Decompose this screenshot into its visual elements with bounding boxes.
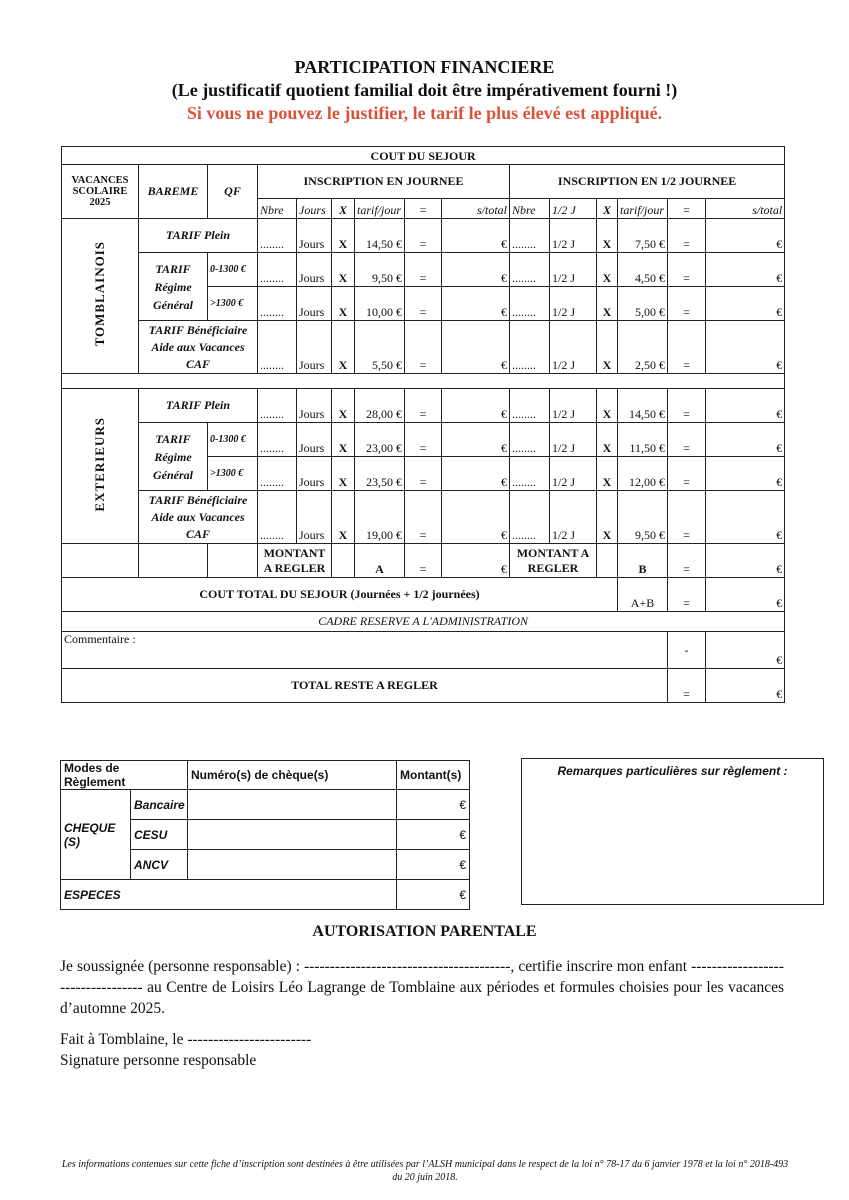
nbre-input[interactable]: ........ [510, 457, 550, 491]
bancaire-label: Bancaire [131, 790, 188, 820]
table-row [62, 389, 785, 423]
stotal-input[interactable]: € [442, 253, 510, 287]
nbre-input[interactable]: ........ [258, 253, 297, 287]
tarif-cell: 5,00 € [618, 287, 668, 321]
x-cell: X [597, 389, 618, 423]
tarif-cell: 14,50 € [355, 219, 405, 253]
x-cell: X [597, 253, 618, 287]
eq-cell: = [405, 219, 442, 253]
bancaire-montant-input[interactable]: € [397, 790, 470, 820]
authorization-paragraph: Je soussignée (personne responsable) : ----------------------------------------, certifie inscrire mon enfant ---------------------------------- au Centre de Loisirs Léo Lagrange de Tomblaine aux périodes et formules choisies pour les vacances d’automne 2025. [60, 958, 784, 1017]
stotal-input[interactable]: € [706, 219, 785, 253]
eq-header: = [668, 199, 706, 219]
unit-cell: Jours [297, 219, 332, 253]
x-header: X [332, 199, 355, 219]
table-row [62, 253, 785, 287]
stotal-input[interactable]: € [706, 423, 785, 457]
nbre-header: Nbre [510, 199, 550, 219]
qf-header: QF [208, 165, 258, 219]
admin-row [62, 612, 785, 632]
x-cell: X [597, 423, 618, 457]
tarif-cell: 11,50 € [618, 423, 668, 457]
nbre-input[interactable]: ........ [258, 491, 297, 544]
qf-cell: 0-1300 € [208, 423, 258, 457]
page-title: PARTICIPATION FINANCIERE [294, 57, 555, 77]
eq-cell: = [668, 321, 706, 374]
fait-block [60, 1029, 311, 1071]
eq-cell: = [405, 457, 442, 491]
tomblainois-label: TOMBLAINOIS [92, 241, 107, 347]
x-cell: X [332, 491, 355, 544]
unit-cell: 1/2 J [550, 491, 597, 544]
bareme-cell: TARIF Bénéficiaire Aide aux Vacances CAF [139, 321, 258, 374]
payment-table [60, 760, 470, 910]
commentaire-field[interactable]: Commentaire : [62, 632, 668, 669]
total-row [62, 578, 785, 612]
eq-cell: = [668, 457, 706, 491]
tarif-cell: 10,00 € [355, 287, 405, 321]
jours-header: Jours [297, 199, 332, 219]
nbre-input[interactable]: ........ [258, 321, 297, 374]
x-cell: X [597, 457, 618, 491]
unit-cell: 1/2 J [550, 423, 597, 457]
x-cell: X [597, 287, 618, 321]
montant-label-journee: MONTANT A REGLER [258, 544, 332, 578]
numeros-header: Numéro(s) de chèque(s) [188, 761, 397, 790]
letter-b: B [618, 544, 668, 578]
stotal-input[interactable]: € [706, 457, 785, 491]
tarif-cell: 2,50 € [618, 321, 668, 374]
cost-table [61, 146, 785, 703]
table-row [62, 219, 785, 253]
section-gap [62, 374, 785, 389]
stotal-input[interactable]: € [706, 253, 785, 287]
bareme-header: BAREME [139, 165, 208, 219]
eq-cell: = [405, 544, 442, 578]
montant-row [62, 544, 785, 578]
ancv-montant-input[interactable]: € [397, 850, 470, 880]
nbre-input[interactable]: ........ [510, 321, 550, 374]
unit-cell: Jours [297, 389, 332, 423]
tarif-cell: 12,00 € [618, 457, 668, 491]
page-subtitle: (Le justificatif quotient familial doit être impérativement fourni !) [171, 80, 678, 100]
cost-caption: COUT DU SEJOUR [62, 147, 785, 165]
eq-cell: = [668, 253, 706, 287]
tarif-cell: 7,50 € [618, 219, 668, 253]
stotal-input[interactable]: € [706, 287, 785, 321]
unit-cell: Jours [297, 287, 332, 321]
eq-cell: = [405, 389, 442, 423]
nbre-header: Nbre [258, 199, 297, 219]
footer-note: Les informations contenues sur cette fiche d’inscription sont destinées à être utilisées par l’ALSH municipal dans le respect de la loi n° 78-17 du 6 janvier 1978 et la loi n° 2018-493 du 20 juin 2018. [61, 1159, 789, 1183]
eq-cell: = [668, 669, 706, 703]
remarks-box[interactable] [521, 758, 824, 905]
deduction-input[interactable]: € [706, 632, 785, 669]
stotal-input[interactable]: € [442, 423, 510, 457]
journee-header: INSCRIPTION EN JOURNEE [258, 165, 510, 199]
vacances-header: VACANCES SCOLAIRE 2025 [62, 165, 139, 219]
nbre-input[interactable]: ........ [258, 457, 297, 491]
eq-cell: = [405, 423, 442, 457]
especes-montant-input[interactable]: € [397, 880, 470, 910]
ancv-numero-input[interactable] [188, 850, 397, 880]
montant-a-input[interactable]: € [442, 544, 510, 578]
tarif-cell: 9,50 € [618, 491, 668, 544]
eq-cell: = [668, 544, 706, 578]
stotal-input[interactable]: € [442, 321, 510, 374]
qf-cell: >1300 € [208, 287, 258, 321]
reste-input[interactable]: € [706, 669, 785, 703]
fait-line[interactable]: Fait à Tomblaine, le ------------------------ [60, 1031, 312, 1048]
total-label: COUT TOTAL DU SEJOUR (Journées + 1/2 journées) [62, 578, 618, 612]
exterieurs-label: EXTERIEURS [92, 416, 107, 512]
unit-cell: 1/2 J [550, 389, 597, 423]
stotal-input[interactable]: € [442, 491, 510, 544]
unit-cell: 1/2 J [550, 287, 597, 321]
bareme-cell: TARIF Régime Général [139, 423, 208, 491]
reste-row [62, 669, 785, 703]
demi-header: 1/2 J [550, 199, 597, 219]
stotal-input[interactable]: € [442, 457, 510, 491]
x-header: X [597, 199, 618, 219]
total-input[interactable]: € [706, 578, 785, 612]
tarif-cell: 19,00 € [355, 491, 405, 544]
nbre-input[interactable]: ........ [510, 253, 550, 287]
unit-cell: Jours [297, 321, 332, 374]
modes-header: Modes de Règlement [61, 761, 188, 790]
tarif-jour-header: tarif/jour [355, 199, 405, 219]
tarif-cell: 28,00 € [355, 389, 405, 423]
eq-cell: = [405, 321, 442, 374]
eq-header: = [405, 199, 442, 219]
tarif-cell: 23,00 € [355, 423, 405, 457]
comment-row [62, 632, 785, 669]
warning-text: Si vous ne pouvez le justifier, le tarif le plus élevé est appliqué. [186, 103, 663, 123]
x-cell: X [332, 287, 355, 321]
bareme-cell: TARIF Régime Général [139, 253, 208, 321]
unit-cell: 1/2 J [550, 321, 597, 374]
eq-cell: = [405, 491, 442, 544]
stotal-input[interactable]: € [442, 287, 510, 321]
tarif-cell: 9,50 € [355, 253, 405, 287]
table-row [62, 423, 785, 457]
authorization-title: AUTORISATION PARENTALE [312, 923, 537, 940]
tarif-cell: 23,50 € [355, 457, 405, 491]
table-row [61, 880, 470, 910]
unit-cell: Jours [297, 491, 332, 544]
nbre-input[interactable]: ........ [258, 287, 297, 321]
remarks-title: Remarques particulières sur règlement : [557, 764, 788, 778]
table-row [62, 491, 785, 544]
nbre-input[interactable]: ........ [258, 219, 297, 253]
montant-label-demi: MONTANT A REGLER [510, 544, 597, 578]
cesu-numero-input[interactable] [188, 820, 397, 850]
unit-cell: Jours [297, 253, 332, 287]
x-cell: X [332, 423, 355, 457]
x-cell: X [332, 321, 355, 374]
bancaire-numero-input[interactable] [188, 790, 397, 820]
table-row [62, 321, 785, 374]
letter-a: A [355, 544, 405, 578]
ancv-label: ANCV [131, 850, 188, 880]
reste-label: TOTAL RESTE A REGLER [62, 669, 668, 703]
x-cell: X [597, 219, 618, 253]
x-cell: X [597, 491, 618, 544]
unit-cell: 1/2 J [550, 457, 597, 491]
x-cell: X [332, 389, 355, 423]
x-cell: X [332, 219, 355, 253]
nbre-input[interactable]: ........ [510, 491, 550, 544]
nbre-input[interactable]: ........ [510, 287, 550, 321]
unit-cell: Jours [297, 457, 332, 491]
eq-cell: = [668, 578, 706, 612]
tarif-cell: 4,50 € [618, 253, 668, 287]
stotal-header: s/total [442, 199, 510, 219]
nbre-input[interactable]: ........ [510, 219, 550, 253]
eq-cell: = [668, 219, 706, 253]
especes-label: ESPECES [61, 880, 397, 910]
eq-cell: = [405, 287, 442, 321]
bareme-cell: TARIF Bénéficiaire Aide aux Vacances CAF [139, 491, 258, 544]
unit-cell: 1/2 J [550, 219, 597, 253]
bareme-cell: TARIF Plein [139, 219, 258, 253]
eq-cell: = [668, 491, 706, 544]
x-cell: X [332, 253, 355, 287]
minus-cell: - [668, 632, 706, 669]
eq-cell: = [668, 423, 706, 457]
stotal-input[interactable]: € [442, 389, 510, 423]
demi-journee-header: INSCRIPTION EN 1/2 JOURNEE [510, 165, 785, 199]
a-plus-b: A+B [618, 578, 668, 612]
admin-label: CADRE RESERVE A L'ADMINISTRATION [62, 612, 785, 632]
eq-cell: = [405, 253, 442, 287]
x-cell: X [332, 457, 355, 491]
bareme-cell: TARIF Plein [139, 389, 258, 423]
montant-header: Montant(s) [397, 761, 470, 790]
stotal-input[interactable]: € [706, 389, 785, 423]
eq-cell: = [668, 389, 706, 423]
nbre-input[interactable]: ........ [510, 389, 550, 423]
signature-line: Signature personne responsable [60, 1052, 257, 1069]
tarif-cell: 14,50 € [618, 389, 668, 423]
unit-cell: Jours [297, 423, 332, 457]
stotal-header: s/total [706, 199, 785, 219]
nbre-input[interactable]: ........ [258, 389, 297, 423]
eq-cell: = [668, 287, 706, 321]
tarif-jour-header: tarif/jour [618, 199, 668, 219]
nbre-input[interactable]: ........ [258, 423, 297, 457]
stotal-input[interactable]: € [706, 321, 785, 374]
montant-b-input[interactable]: € [706, 544, 785, 578]
unit-cell: 1/2 J [550, 253, 597, 287]
qf-cell: 0-1300 € [208, 253, 258, 287]
cesu-montant-input[interactable]: € [397, 820, 470, 850]
table-row [61, 790, 470, 820]
tarif-cell: 5,50 € [355, 321, 405, 374]
cesu-label: CESU [131, 820, 188, 850]
qf-cell: >1300 € [208, 457, 258, 491]
nbre-input[interactable]: ........ [510, 423, 550, 457]
cheque-label: CHEQUE (S) [61, 790, 131, 880]
x-cell: X [597, 321, 618, 374]
stotal-input[interactable]: € [706, 491, 785, 544]
stotal-input[interactable]: € [442, 219, 510, 253]
